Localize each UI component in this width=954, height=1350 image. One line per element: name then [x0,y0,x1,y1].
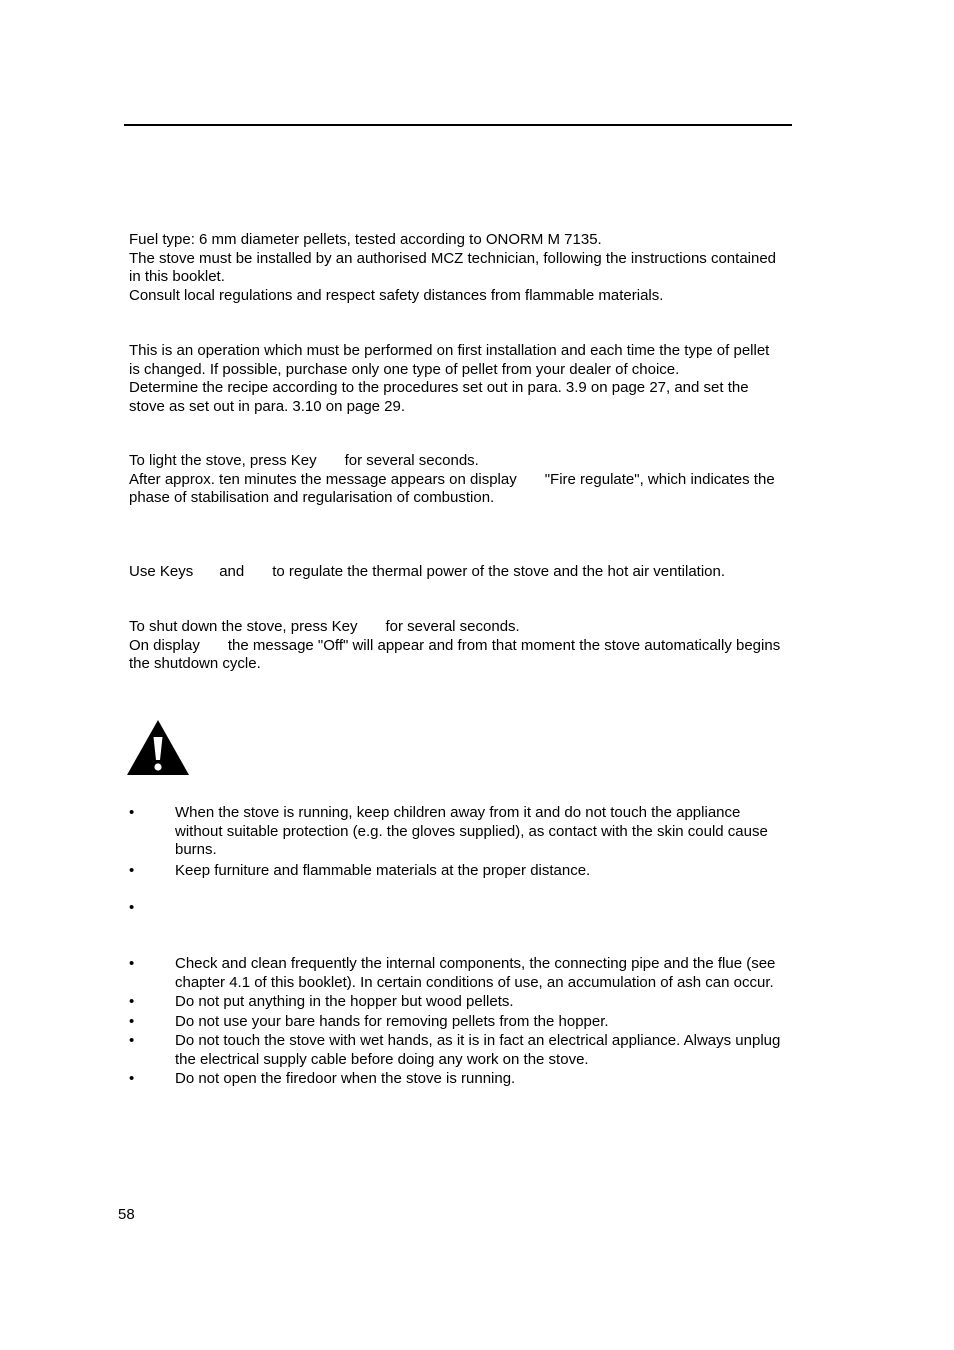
text-line: Do not use your bare hands for removing pellets from the hopper. [175,1012,609,1030]
text-segment: To shut down the stove, press Key [129,618,358,635]
list-item [129,1070,839,1089]
bullet: • [129,861,135,879]
text-line: When the stove is running, keep children away from it and do not touch the appliance [175,804,741,821]
fuel-info-paragraph [129,231,829,305]
text-segment: the message "Off" will appear and from that moment the stove automatically begins [227,636,781,654]
shutdown-paragraph [129,618,829,674]
text-line [129,563,829,582]
text-line [129,471,829,490]
text-segment: for several seconds. [385,618,520,635]
header-rule [124,124,792,126]
text-segment: On display [129,636,200,654]
text-line: Do not touch the stove with wet hands, as it is in fact an electrical appliance. Always unplug [175,1032,781,1049]
text-segment: "Fire regulate", which indicates the [544,470,775,488]
bullet: • [129,955,135,972]
list-item [129,804,839,860]
text-line: Keep furniture and flammable materials at the proper distance. [175,861,591,879]
text-segment: for several seconds. [344,452,479,469]
page-number: 58 [118,1206,135,1223]
list-item [129,993,839,1012]
bullet: • [129,1032,135,1049]
list-item [129,1032,839,1069]
text-segment: to regulate the thermal power of the stove and the hot air ventilation. [272,563,726,580]
text-segment: and [219,563,245,580]
safety-list-2 [129,955,839,1089]
text-line: the electrical supply cable before doing any work on the stove. [175,1050,589,1068]
text-line: Check and clean frequently the internal components, the connecting pipe and the flue (see [175,955,776,972]
bullet: • [129,993,135,1010]
lighting-paragraph [129,452,829,508]
list-item [129,955,839,992]
bullet: • [129,804,135,821]
text-line: Do not put anything in the hopper but wood pellets. [175,993,514,1010]
text-line [129,452,829,471]
text-line: chapter 4.1 of this booklet). In certain conditions of use, an accumulation of ash can occur. [175,973,774,991]
warning-triangle-icon [126,718,190,776]
text-line: Fuel type: 6 mm diameter pellets, tested according to ONORM M 7135. [129,231,602,248]
text-line: phase of stabilisation and regularisation of combustion. [129,489,495,506]
text-line [129,637,829,656]
text-segment: Use Keys [129,563,194,580]
text-segment: After approx. ten minutes the message appears on display [129,470,517,488]
bullet: • [129,1070,135,1087]
regulation-paragraph [129,563,829,582]
text-segment: To light the stove, press Key [129,452,317,469]
text-line [129,618,829,637]
text-line: in this booklet. [129,268,225,285]
text-line: Do not open the firedoor when the stove is running. [175,1070,516,1087]
text-line: is changed. If possible, purchase only one type of pellet from your dealer of choice. [129,360,680,378]
text-line: burns. [175,841,217,858]
bullet: • [129,1012,135,1030]
text-line: the shutdown cycle. [129,655,261,672]
text-line: stove as set out in para. 3.10 on page 29. [129,397,406,415]
list-item [129,862,839,881]
text-line: without suitable protection (e.g. the gloves supplied), as contact with the skin could cause [175,822,768,840]
text-line: Determine the recipe according to the procedures set out in para. 3.9 on page 27, and set the [129,379,749,396]
list-item [129,1013,839,1032]
recipe-paragraph [129,342,829,416]
text-line: This is an operation which must be performed on first installation and each time the type of pellet [129,342,770,359]
bullet: • [129,899,135,916]
safety-list-1 [129,804,839,880]
text-line: Consult local regulations and respect safety distances from flammable materials. [129,286,664,304]
text-line: The stove must be installed by an authorised MCZ technician, following the instructions contained [129,249,777,267]
